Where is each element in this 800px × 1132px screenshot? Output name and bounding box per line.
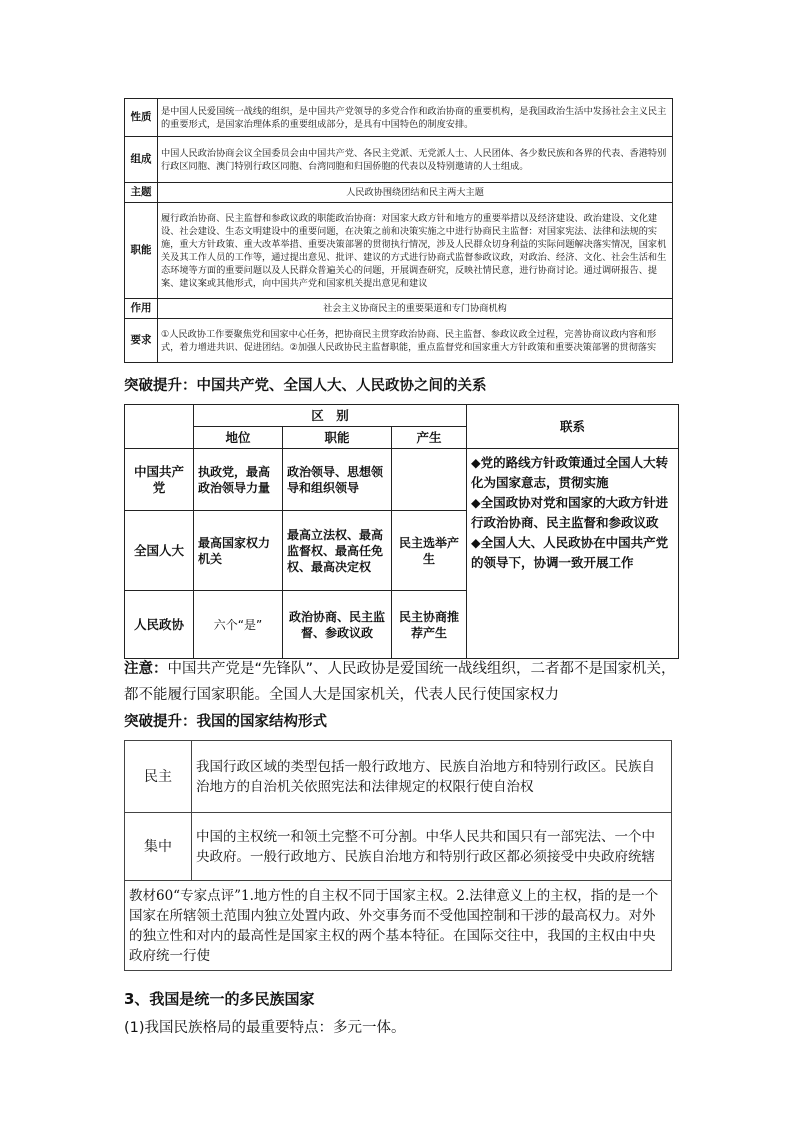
cell-position: 最高国家权力机关 bbox=[194, 511, 283, 591]
table-row bbox=[125, 203, 673, 299]
note-paragraph bbox=[124, 656, 676, 708]
state-structure-table bbox=[124, 740, 672, 971]
note-text: 中国共产党是“先锋队”、人民政协是爱国统一战线组织，二者都不是国家机关，都不能履行国家职能。全国人大是国家机关，代表人民行使国家权力 bbox=[124, 661, 676, 703]
table-row bbox=[125, 137, 673, 183]
cppcc-table bbox=[124, 98, 673, 363]
connection-item: ◆全国人大、人民政协在中国共产党的领导下，协调一致开展工作 bbox=[471, 535, 669, 570]
cell-function: 政治领导、思想领导和组织领导 bbox=[283, 449, 392, 511]
table-row bbox=[125, 99, 673, 137]
row-text: 人民政协围绕团结和民主两大主题 bbox=[158, 183, 673, 203]
expert-comment: 教材60“专家点评”1.地方性的自主权不同于国家主权。2.法律意义上的主权，指的是一个国家在所辖领土范围内独立处置内政、外交事务而不受他国控制和干涉的最高权力。对外的独立性和对内的最高性是国家主权的两个基本特征。在国际交往中，我国的主权由中央政府统一行使 bbox=[125, 881, 672, 971]
connection-item: ◆党的路线方针政策通过全国人大转化为国家意志，贯彻实施 bbox=[471, 455, 669, 490]
cell-function: 最高立法权、最高监督权、最高任免权、最高决定权 bbox=[283, 511, 392, 591]
row-label: 主题 bbox=[125, 183, 158, 203]
row-text: 中国人民政治协商会议全国委员会由中国共产党、各民主党派、无党派人士、人民团体、各少数民族和各界的代表、香港特别行政区同胞、澳门特别行政区同胞、台湾同胞和归国侨胞的代表以及特别邀请的人士组成。 bbox=[158, 137, 673, 183]
row-label: 作用 bbox=[125, 299, 158, 319]
row-text: 是中国人民爱国统一战线的组织，是中国共产党领导的多党合作和政治协商的重要机构，是我国政治生活中发扬社会主义民主的重要形式，是国家治理体系的重要组成部分，是具有中国特色的制度安排。 bbox=[158, 99, 673, 137]
connection-cell bbox=[467, 449, 679, 659]
cell-origin: 民主选举产生 bbox=[392, 511, 467, 591]
table-row bbox=[125, 881, 672, 971]
row-label-cpc: 中国共产党 bbox=[125, 449, 194, 511]
row-label-centralization: 集中 bbox=[125, 813, 192, 881]
col-header-function: 职能 bbox=[283, 427, 392, 449]
row-label: 职能 bbox=[125, 203, 158, 299]
section-heading-relations: 突破提升：中国共产党、全国人大、人民政协之间的关系 bbox=[124, 378, 487, 394]
section-3-title: 3、我国是统一的多民族国家 bbox=[124, 990, 315, 1008]
connection-item: ◆全国政协对党和国家的大政方针进行政治协商、民主监督和参政议政 bbox=[471, 495, 669, 530]
row-label-cppcc: 人民政协 bbox=[125, 591, 194, 659]
row-label-npc: 全国人大 bbox=[125, 511, 194, 591]
table-row bbox=[125, 741, 672, 813]
row-text: 履行政治协商、民主监督和参政议政的职能政治协商：对国家大政方针和地方的重要举措以及经济建设、政治建设、文化建设、社会建设、生态文明建设中的重要问题，在决策之前和决策实施之中进行协商民主监督：对国家宪法、法律和法规的实施，重大方针政策、重大改革举措、重要决策部署的贯彻执行情况，涉及人民群众切身利益的实际问题解决落实情况，国家机关及其工作人员的工作等，通过提出意见、批评、建议的方式进行协商式监督参政议政，对政治、经济、文化、社会生活和生态环境等方面的重要问题以及人民群众普遍关心的问题，开展调查研究，反映社情民意，进行协商讨论。通过调研报告、提案、建议案或其他形式，向中国共产党和国家机关提出意见和建议 bbox=[158, 203, 673, 299]
section-3-item-1: (1)我国民族格局的最重要特点：多元一体。 bbox=[124, 1020, 406, 1036]
row-text: 中国的主权统一和领土完整不可分割。中华人民共和国只有一部宪法、一个中央政府。一般行政地方、民族自治地方和特别行政区都必须接受中央政府统辖 bbox=[192, 813, 672, 881]
table-row bbox=[125, 813, 672, 881]
table-header-row bbox=[125, 405, 679, 427]
relations-table bbox=[124, 404, 679, 659]
col-header-origin: 产生 bbox=[392, 427, 467, 449]
corner-cell bbox=[125, 405, 194, 449]
header-distinction: 区 别 bbox=[194, 405, 467, 427]
section-heading-structure: 突破提升：我国的国家结构形式 bbox=[124, 714, 327, 730]
header-connection: 联系 bbox=[467, 405, 679, 449]
table-row bbox=[125, 183, 673, 203]
row-label: 组成 bbox=[125, 137, 158, 183]
note-label: 注意： bbox=[124, 661, 168, 677]
table-row bbox=[125, 449, 679, 511]
row-text: 社会主义协商民主的重要渠道和专门协商机构 bbox=[158, 299, 673, 319]
table-row bbox=[125, 299, 673, 319]
cell-position: 六个“是” bbox=[194, 591, 283, 659]
row-label-democracy: 民主 bbox=[125, 741, 192, 813]
cell-function: 政治协商、民主监督、参政议政 bbox=[283, 591, 392, 659]
row-label: 性质 bbox=[125, 99, 158, 137]
cell-origin: 民主协商推荐产生 bbox=[392, 591, 467, 659]
table-row bbox=[125, 319, 673, 363]
row-label: 要求 bbox=[125, 319, 158, 363]
row-text: ①人民政协工作要聚焦党和国家中心任务，把协商民主贯穿政治协商、民主监督、参政议政全过程，完善协商议政内容和形式，着力增进共识、促进团结。②加强人民政协民主监督职能，重点监督党和国家重大方针政策和重要决策部署的贯彻落实 bbox=[158, 319, 673, 363]
cell-origin bbox=[392, 449, 467, 511]
cell-position: 执政党，最高政治领导力量 bbox=[194, 449, 283, 511]
row-text: 我国行政区域的类型包括一般行政地方、民族自治地方和特别行政区。民族自治地方的自治机关依照宪法和法律规定的权限行使自治权 bbox=[192, 741, 672, 813]
col-header-position: 地位 bbox=[194, 427, 283, 449]
